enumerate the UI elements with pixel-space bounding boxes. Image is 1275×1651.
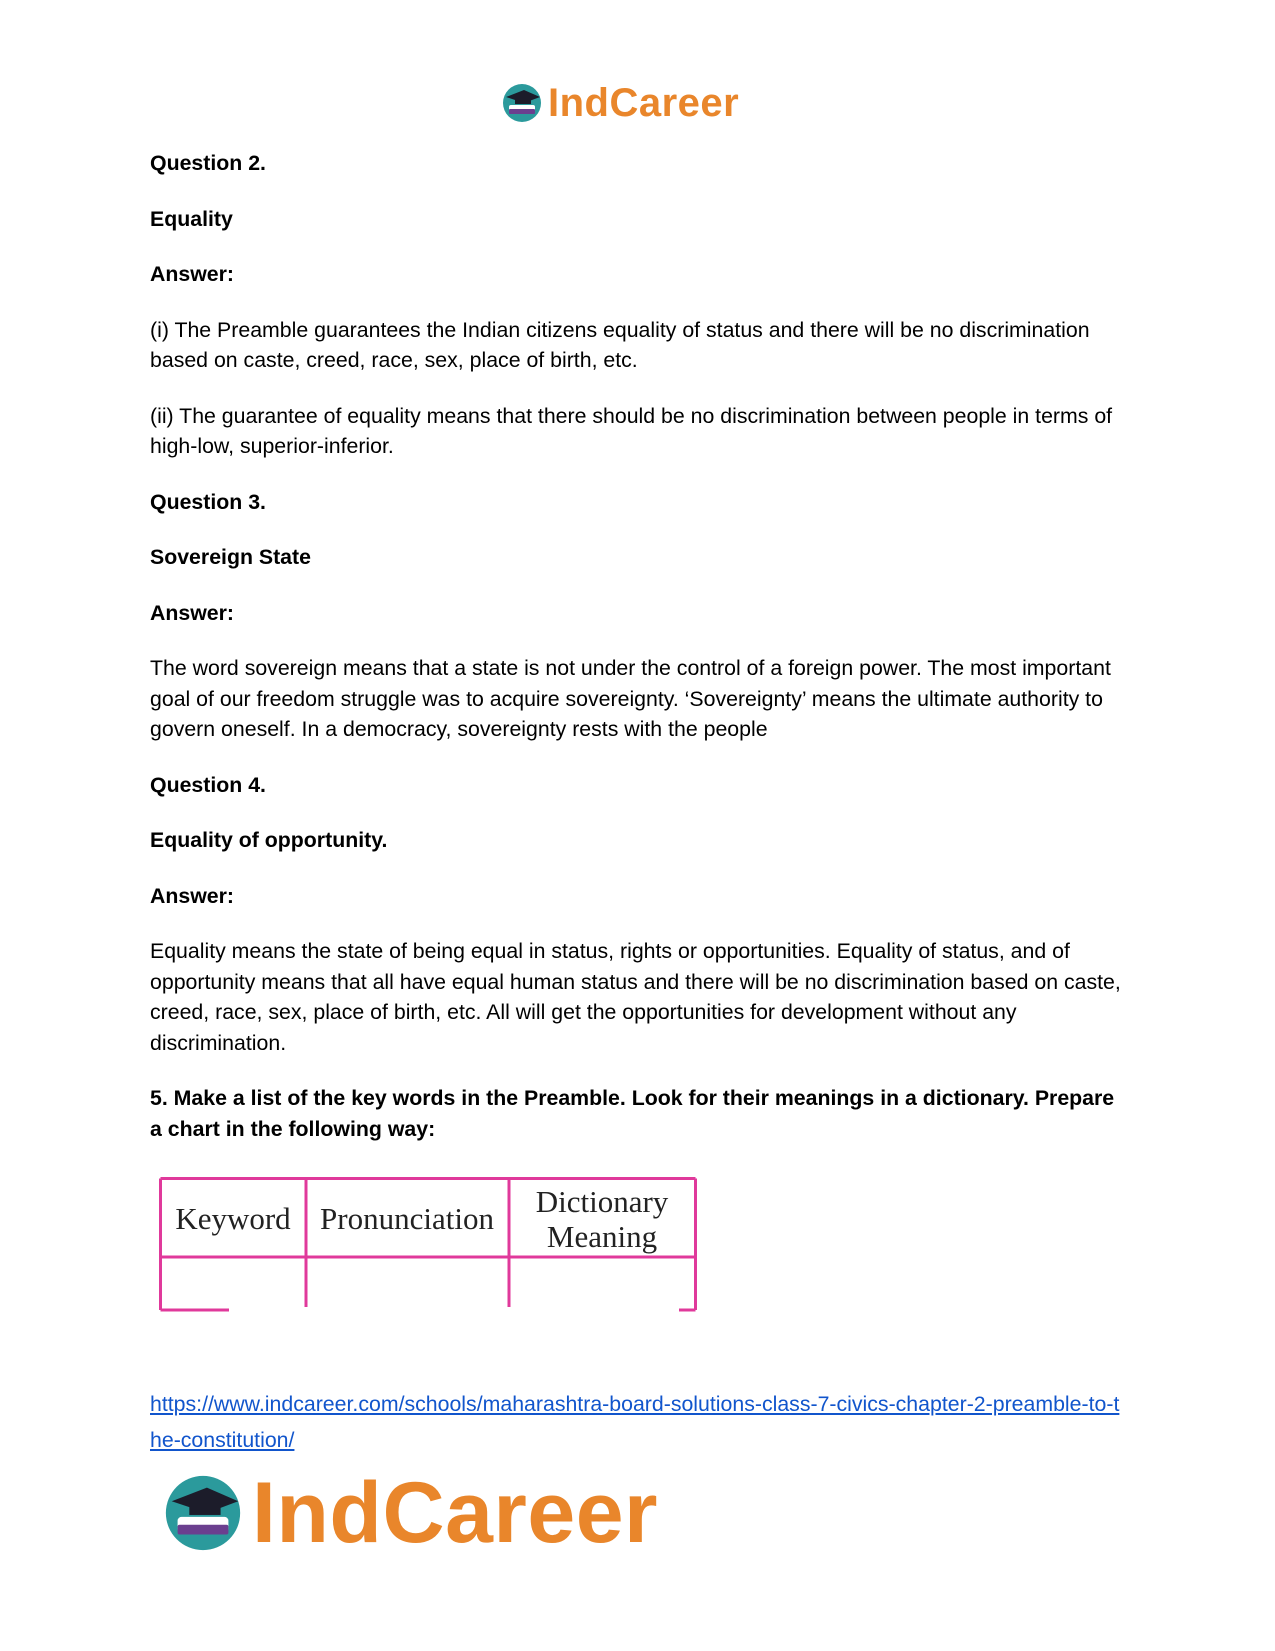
- chart-header-pronunciation: Pronunciation: [320, 1201, 494, 1236]
- footer-logo-text: IndCareer: [252, 1464, 658, 1561]
- question-4-topic: Equality of opportunity.: [150, 828, 388, 852]
- answer-label: Answer:: [150, 600, 235, 625]
- header-logo-text: IndCareer: [548, 80, 740, 125]
- chart-header-meaning: Meaning: [546, 1219, 658, 1254]
- question-2-topic: Equality: [150, 206, 233, 231]
- question-5-heading: 5. Make a list of the key words in the Preamble. Look for their meanings in a dictionary. Prepare a chart in the following way:: [150, 1086, 1115, 1141]
- graduation-book-icon: [500, 81, 544, 125]
- question-2-heading: Question 2.: [150, 151, 266, 175]
- question-3-heading: Question 3.: [150, 489, 266, 514]
- answer-label: Answer:: [150, 262, 235, 286]
- question-3-topic: Sovereign State: [150, 545, 311, 569]
- question-4-heading: Question 4.: [150, 772, 266, 797]
- document-body: [150, 148, 1130, 1169]
- keyword-chart: [159, 1177, 697, 1312]
- header-logo: [500, 78, 739, 128]
- answer-paragraph: (ii) The guarantee of equality means that there should be no discrimination between people in terms of high-low, superior-inferior.: [150, 403, 1113, 458]
- graduation-book-icon: [160, 1470, 246, 1556]
- answer-paragraph: Equality means the state of being equal in status, rights or opportunities. Equality of status, and of opportunity means that all have equal human status and there will be no discrimination based on caste, creed, race, sex, place of birth, etc. All will get the opportunities for development without any discrimination.: [150, 939, 1121, 1055]
- answer-paragraph: The word sovereign means that a state is not under the control of a foreign power. The most important goal of our freedom struggle was to acquire sovereignty. ‘Sovereignty’ means the ultimate authority to govern oneself. In a democracy, sovereignty rests with the people: [150, 656, 1111, 741]
- footer-logo: [160, 1464, 658, 1561]
- chart-header-keyword: Keyword: [175, 1201, 291, 1236]
- chart-header-dictionary: Dictionary: [535, 1184, 669, 1219]
- source-link[interactable]: https://www.indcareer.com/schools/maharashtra-board-solutions-class-7-civics-chapter-2-preamble-to-the-constitution/: [150, 1392, 1120, 1452]
- answer-label: Answer:: [150, 883, 235, 908]
- answer-paragraph: (i) The Preamble guarantees the Indian citizens equality of status and there will be no discrimination based on caste, creed, race, sex, place of birth, etc.: [150, 317, 1090, 372]
